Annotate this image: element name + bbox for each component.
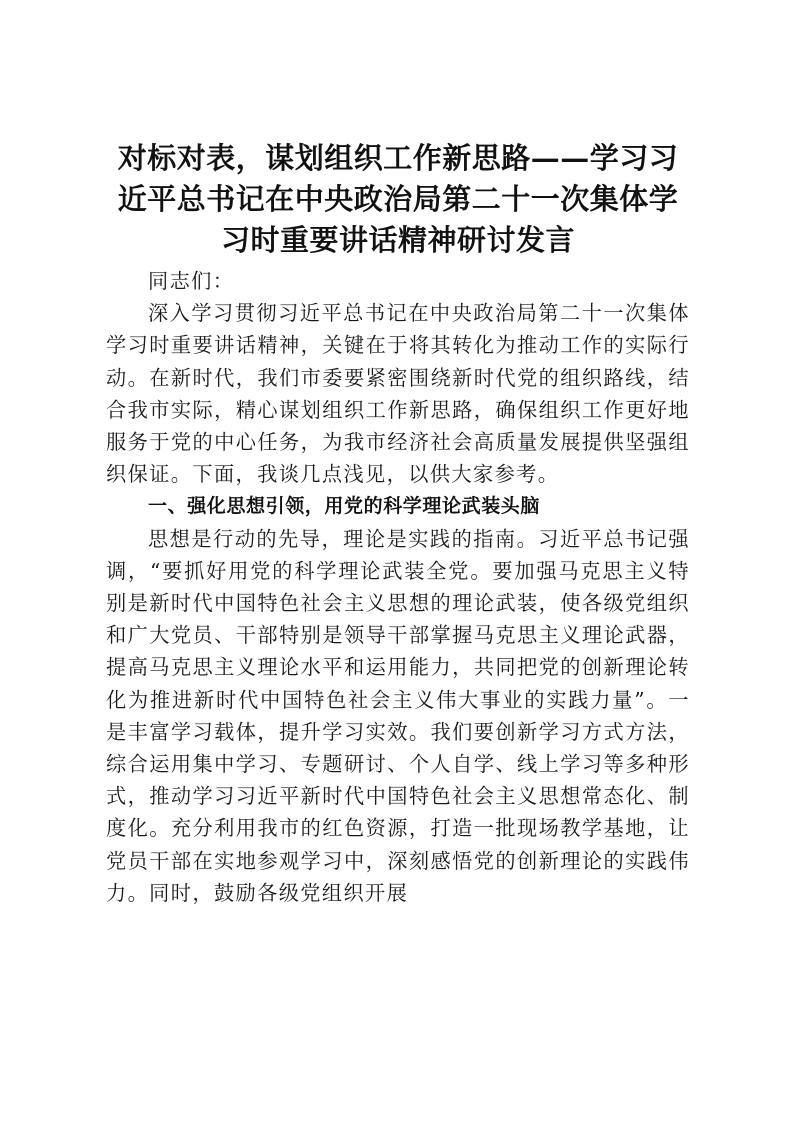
intro-paragraph: 深入学习贯彻习近平总书记在中央政治局第二十一次集体学习时重要讲话精神，关键在于将其转化为推动工作的实际行动。在新时代，我们市委要紧密围绕新时代党的组织路线，结合我市实际，精心谋划组织工作新思路，确保组织工作更好地服务于党的中心任务，为我市经济社会高质量发展提供坚强组织保证。下面，我谈几点浅见，以供大家参考。 xyxy=(106,301,690,487)
section-paragraph: 思想是行动的先导，理论是实践的指南。习近平总书记强调，“要抓好用党的科学理论武装全党。要加强马克思主义特别是新时代中国特色社会主义思想的理论武装，使各级党组织和广大党员、干部特别是领导干部掌握马克思主义理论武器，提高马克思主义理论水平和运用能力，共同把党的创新理论转化为推进新时代中国特色社会主义伟大事业的实践力量”。一是丰富学习载体，提升学习实效。我们要创新学习方式方法，综合运用集中学习、专题研讨、个人自学、线上学习等多种形式，推动学习习近平新时代中国特色社会主义思想常态化、制度化。充分利用我市的红色资源，打造一批现场教学基地，让党员干部在实地参观学习中，深刻感悟党的创新理论的实践伟力。同时，鼓励各级党组织开展 xyxy=(106,526,690,905)
document-body xyxy=(106,138,690,909)
section-heading: 一、强化思想引领，用党的科学理论武装头脑 xyxy=(148,495,541,518)
greeting: 同志们： xyxy=(148,269,235,293)
document-title: 对标对表，谋划组织工作新思路——学习习近平总书记在中央政治局第二十一次集体学习时重要讲话精神研讨发言 xyxy=(117,141,679,257)
